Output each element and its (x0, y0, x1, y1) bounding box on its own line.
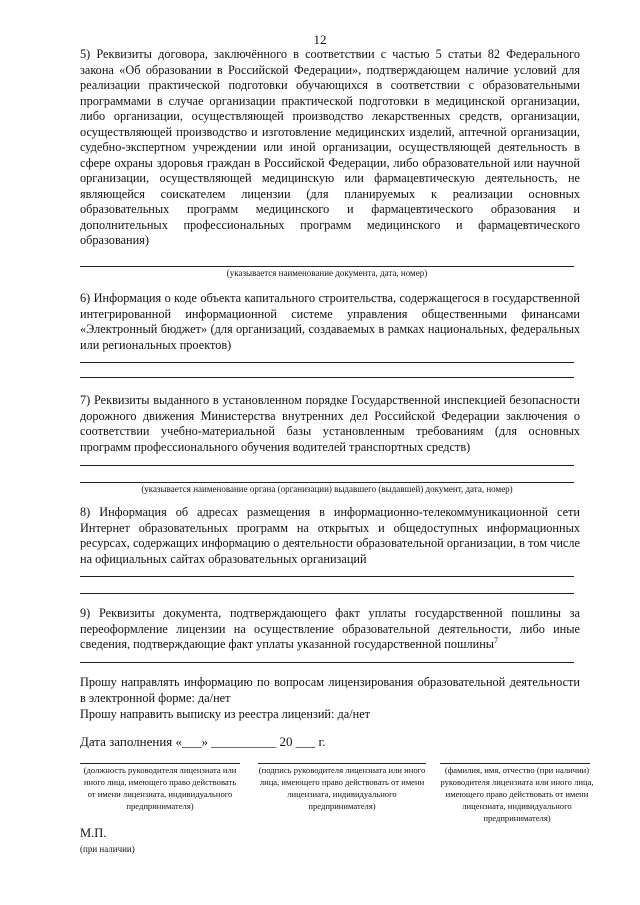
section-9-body: 9) Реквизиты документа, подтверждающего факт уплаты государственной пошлины за переоформление лицензии на осуществление образовательной деятельности, либо иные сведения, подтверждающие факт уплаты указанной государственной пошлины (80, 606, 580, 651)
section-6-text: 6) Информация о коде объекта капитального строительства, содержащегося в государственной интегрированной информационной системе управления общественными финансами «Электронный бюджет» (для организаций, создаваемых в рамках национальных, федеральных или региональных проектов) (80, 291, 580, 352)
date-filled: Дата заполнения «___» __________ 20 ___ г. (80, 734, 326, 749)
stamp-note: (при наличии) (80, 844, 135, 854)
section-5-fill-line (80, 266, 574, 267)
section-6-fill-line-2 (80, 377, 574, 378)
section-7-caption: (указывается наименование органа (организации) выдавшего (выдавшей) документ, дата, номер) (141, 484, 513, 494)
section-8-text: 8) Информация об адресах размещения в информационно-телекоммуникационной сети Интернет образовательных программ на открытых и общедоступных информационных ресурсах, содержащих информацию о деятельности образовательной организации, в том числе на официальных сайтах образовательных организаций (80, 505, 580, 566)
footnote-marker: 7 (494, 635, 499, 645)
section-5-text: 5) Реквизиты договора, заключённого в соответствии с частью 5 статьи 82 Федерального закона «Об образовании в Российской Федерации», подтверждающем наличие условий для реализации практической подготовки обучающихся в соответствии с образовательными программами в случае организации практической подготовки в медицинской организации, либо организации, осуществляющей производство лекарственных средств, организации, осуществляющей производство и изготовление медицинских изделий, аптечной организации, судебно-экспертном учреждении или иной организации, осуществляющей деятельность в сфере охраны здоровья граждан в Российской Федерации, либо образовательной или научной организации, осуществляющей медицинскую или фармацевтическую деятельность, не являющейся соискателем лицензии (для планируемых к реализации основных образовательных программ медицинского и фармацевтического образования и дополнительных профессиональных программ медицинского и фармацевтического образования) (80, 47, 580, 247)
section-8-fill-line-1 (80, 576, 574, 577)
section-7-fill-line-1 (80, 465, 574, 466)
request-extract: Прошу направить выписку из реестра лицензий: да/нет (80, 707, 371, 721)
section-9-text (80, 606, 580, 653)
section-5-caption: (указывается наименование документа, дата, номер) (226, 268, 428, 278)
signature-caption: (подпись руководителя лицензиата или иного лица, имеющего право действовать от имени лицензиата, индивидуального предпринимателя) (258, 765, 426, 811)
section-6-fill-line-1 (80, 362, 574, 363)
request-electronic-info: Прошу направлять информацию по вопросам лицензирования образовательной деятельности в электронной форме: да/нет (80, 675, 580, 705)
position-caption: (должность руководителя лицензиата или иного лица, имеющего право действовать от имени лицензиата, индивидуального предпринимателя) (83, 765, 237, 811)
section-8-fill-line-2 (80, 593, 574, 594)
page-number: 12 (313, 32, 327, 47)
section-7-text: 7) Реквизиты выданного в установленном порядке Государственной инспекцией безопасности дорожного движения Министерства внутренних дел Российской Федерации заключения о соответствии учебно-материальной базы установленным требованиям (для основных программ профессионального обучения водителей транспортных средств) (80, 393, 580, 454)
stamp-label: М.П. (80, 826, 107, 840)
full-name-caption: (фамилия, имя, отчество (при наличии) руководителя лицензиата или иного лица, имеющего право действовать от имени лицензиата, индивидуального предпринимателя) (440, 765, 594, 823)
section-9-fill-line (80, 662, 574, 663)
section-7-fill-line-2 (80, 482, 574, 483)
